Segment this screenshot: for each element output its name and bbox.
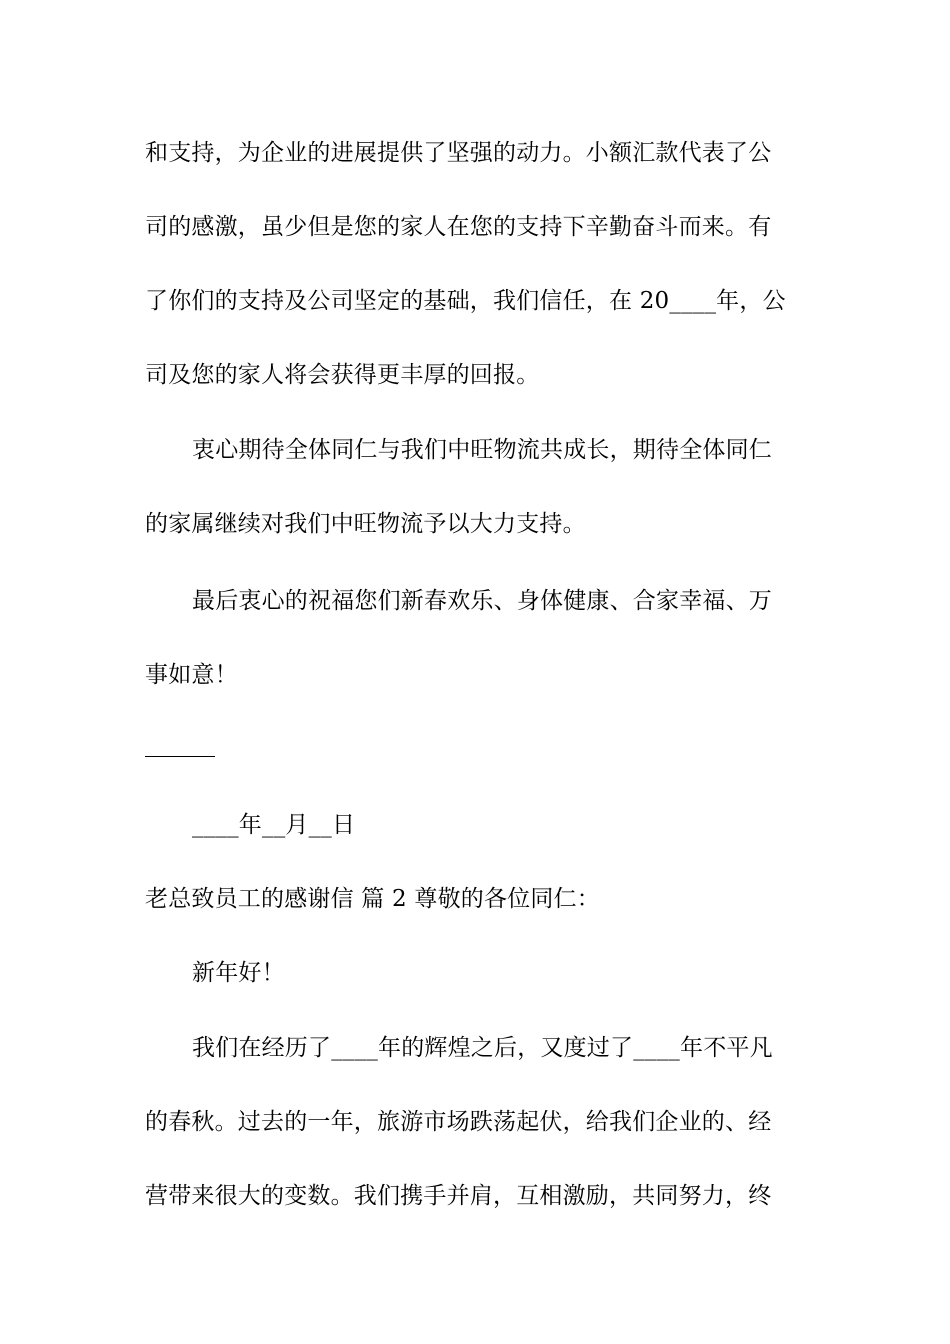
paragraph-line: 衷心期待全体同仁与我们中旺物流共成长，期待全体同仁 [192,437,772,463]
paragraph-line: 的家属继续对我们中旺物流予以大力支持。 [145,511,586,537]
paragraph-line: 营带来很大的变数。我们携手并肩，互相激励，共同努力，终 [145,1183,772,1209]
signature-line [145,756,215,757]
paragraph-line: 我们在经历了____年的辉煌之后，又度过了____年不平凡 [192,1035,773,1061]
paragraph-line: 司的感激，虽少但是您的家人在您的支持下辛勤奋斗而来。有 [145,214,772,240]
date-line: ____年__月__日 [192,812,356,838]
paragraph-line: 最后衷心的祝福您们新春欢乐、身体健康、合家幸福、万 [192,588,772,614]
greeting-line: 新年好！ [192,960,285,986]
paragraph-line: 司及您的家人将会获得更丰厚的回报。 [145,362,540,388]
paragraph-line: 的春秋。过去的一年，旅游市场跌荡起伏，给我们企业的、经 [145,1109,772,1135]
paragraph-line: 事如意！ [145,662,238,688]
section-heading: 老总致员工的感谢信 篇 2 尊敬的各位同仁： [145,886,600,912]
paragraph-line: 了你们的支持及公司坚定的基础，我们信任，在 20____年，公 [145,288,786,314]
paragraph-line: 和支持，为企业的进展提供了坚强的动力。小额汇款代表了公 [145,140,772,166]
